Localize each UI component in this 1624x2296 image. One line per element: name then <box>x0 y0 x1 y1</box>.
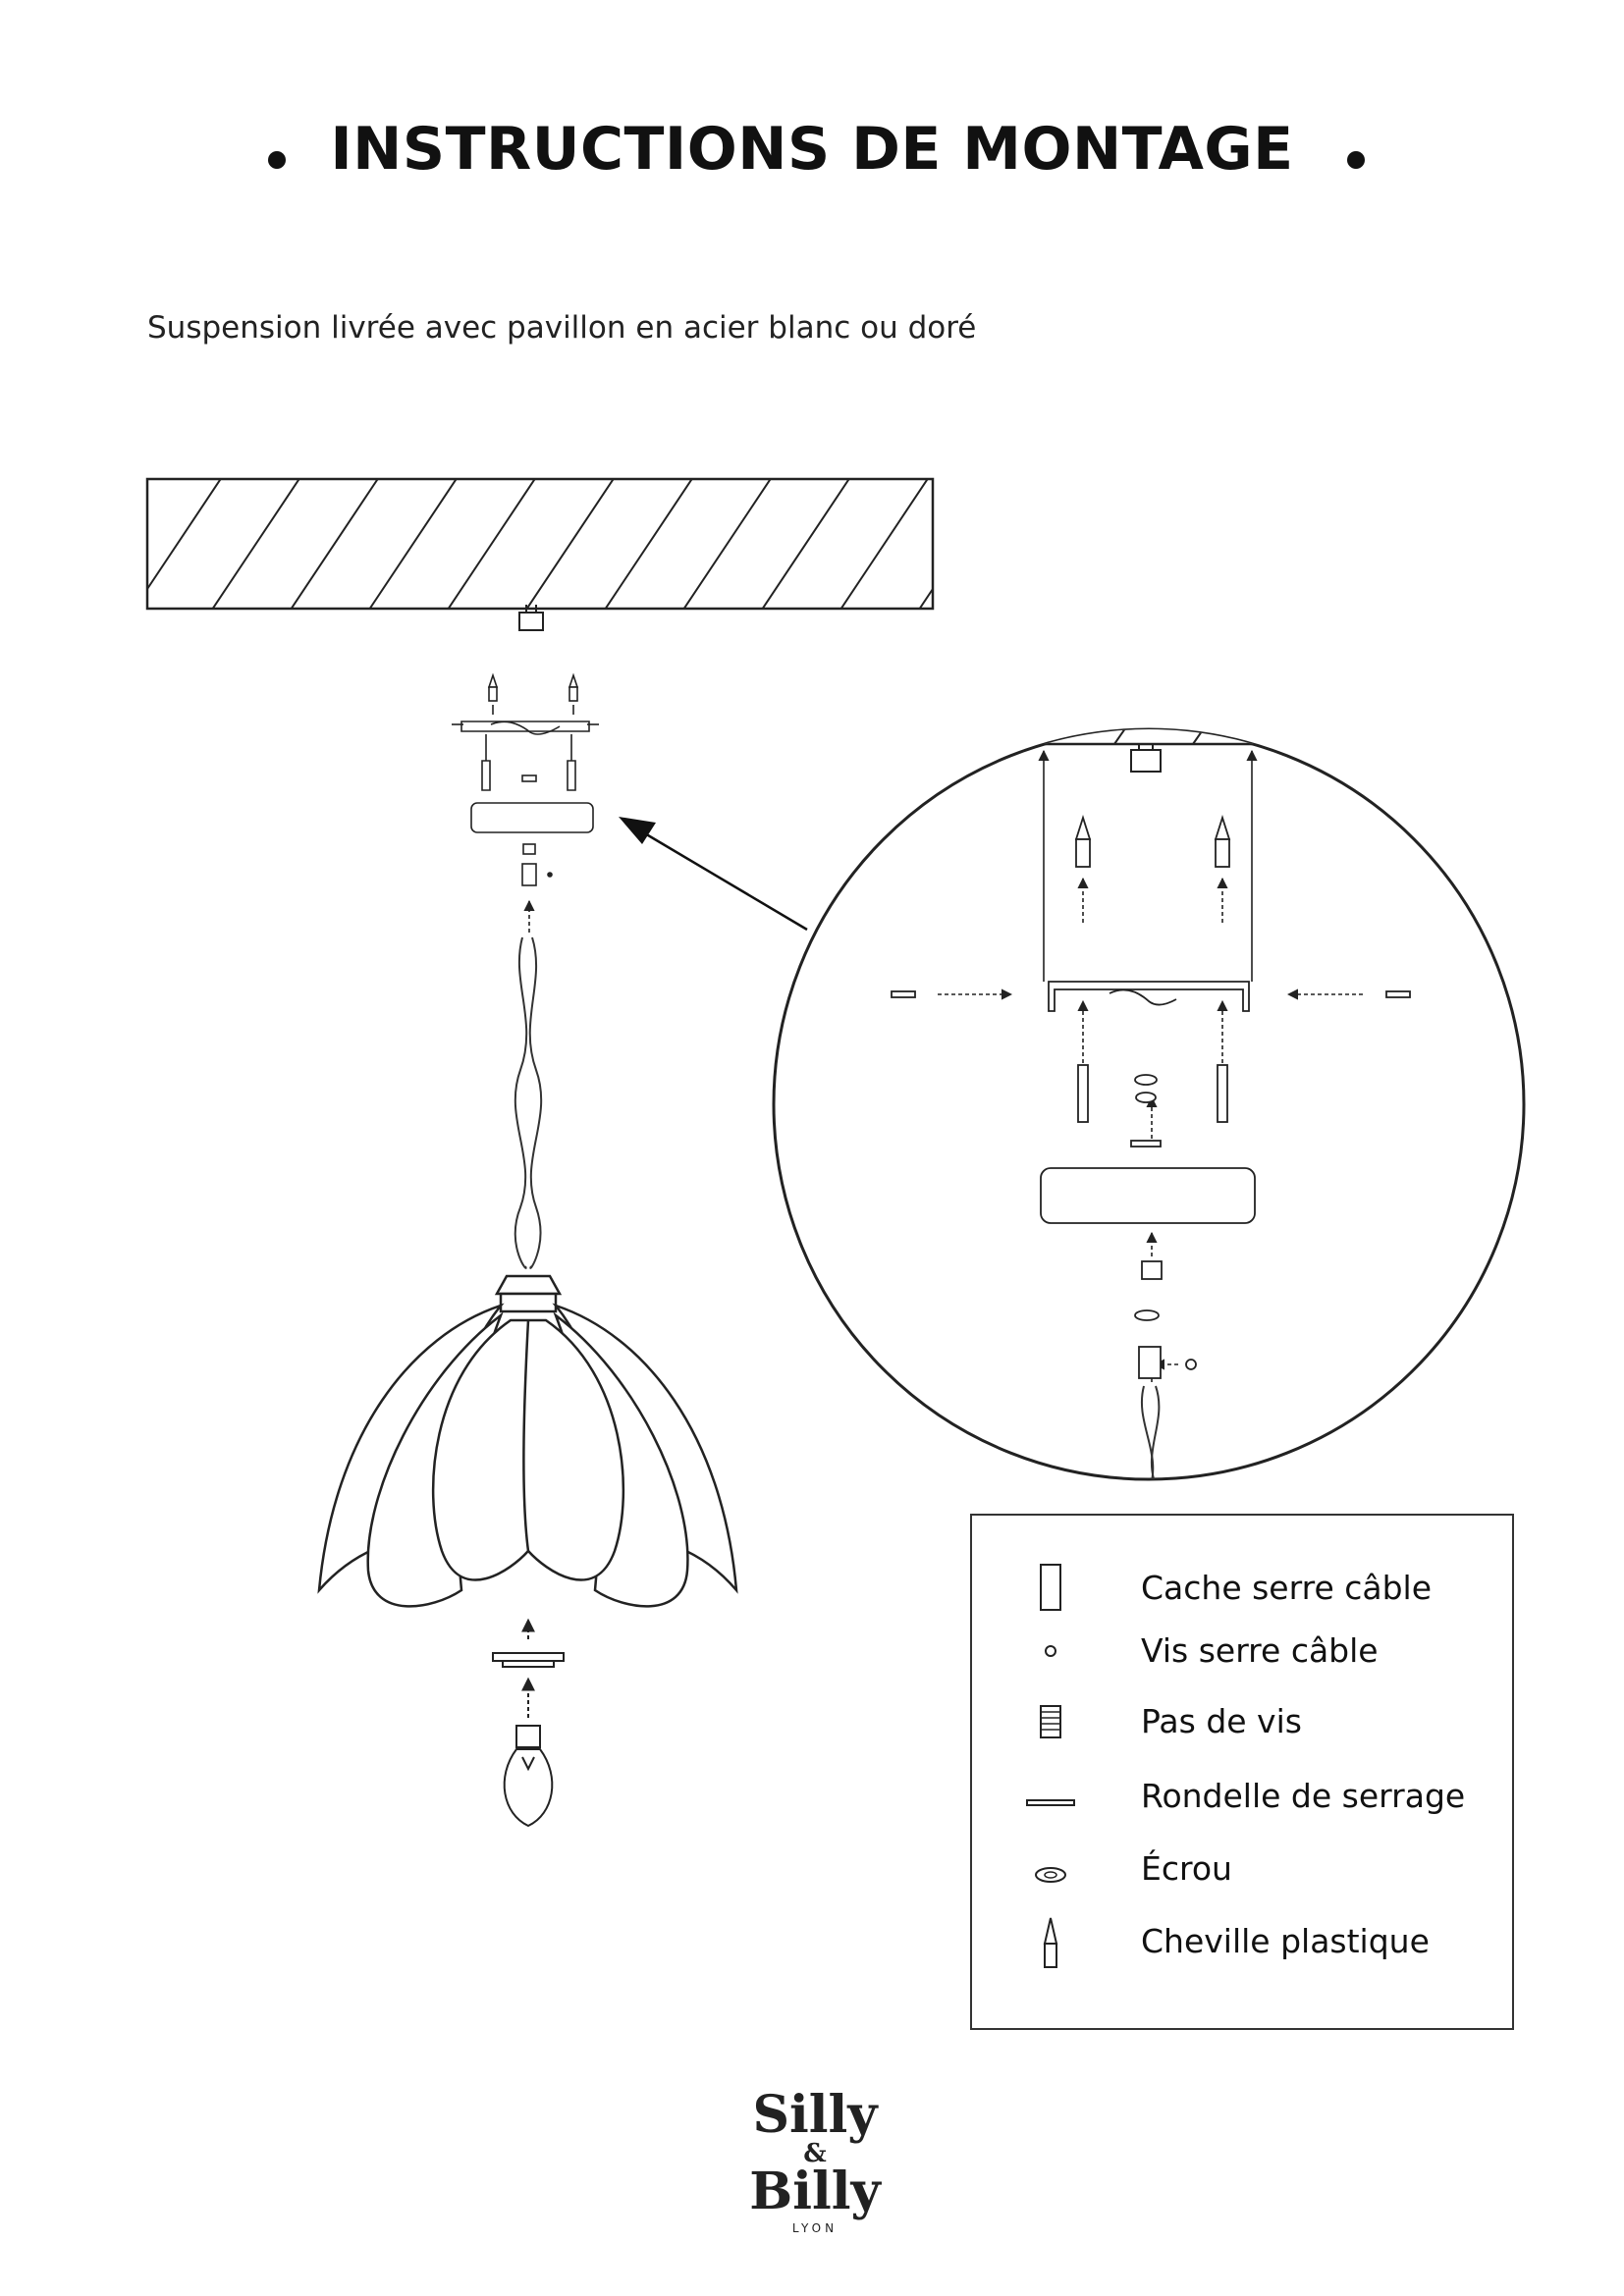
svg-text:&: & <box>803 2139 827 2168</box>
brand-logo <box>727 2071 903 2238</box>
zoom-arrow <box>619 817 807 930</box>
legend-label: Cache serre câble <box>1141 1569 1433 1607</box>
svg-text:Silly: Silly <box>752 2085 878 2145</box>
cable-cover-icon <box>1019 1559 1078 1618</box>
twisted-cable <box>515 937 541 1268</box>
svg-text:LYON: LYON <box>791 2221 839 2235</box>
legend-item-pas-de-vis <box>972 1692 1512 1751</box>
legend-label: Pas de vis <box>1141 1702 1302 1740</box>
legend-label: Vis serre câble <box>1141 1631 1379 1670</box>
legend-label: Écrou <box>1141 1849 1232 1888</box>
legend-item-rondelle <box>972 1767 1512 1826</box>
washer-icon <box>1019 1767 1078 1826</box>
legend-box <box>970 1514 1514 2030</box>
legend-item-cache-serre-cable <box>972 1559 1512 1618</box>
page-title: INSTRUCTIONS DE MONTAGE <box>330 115 1294 184</box>
legend-item-ecrou <box>972 1840 1512 1898</box>
mounting-assembly-small <box>452 675 599 933</box>
legend-item-vis-serre-cable <box>972 1622 1512 1681</box>
legend-item-cheville <box>972 1912 1512 1971</box>
bulb-assembly <box>493 1620 564 1826</box>
legend-label: Cheville plastique <box>1141 1922 1430 1960</box>
wall-plug-icon <box>1019 1912 1078 1971</box>
detail-circle <box>766 709 1551 1492</box>
intro-text: Suspension livrée avec pavillon en acier blanc ou doré <box>147 310 977 346</box>
cable-screw-icon <box>1019 1622 1078 1681</box>
ceiling-block <box>147 471 1011 618</box>
legend-label: Rondelle de serrage <box>1141 1777 1466 1815</box>
tulip-shade <box>319 1276 736 1606</box>
nut-icon <box>1019 1840 1078 1898</box>
svg-text:Billy: Billy <box>749 2162 881 2221</box>
thread-icon <box>1019 1692 1078 1751</box>
